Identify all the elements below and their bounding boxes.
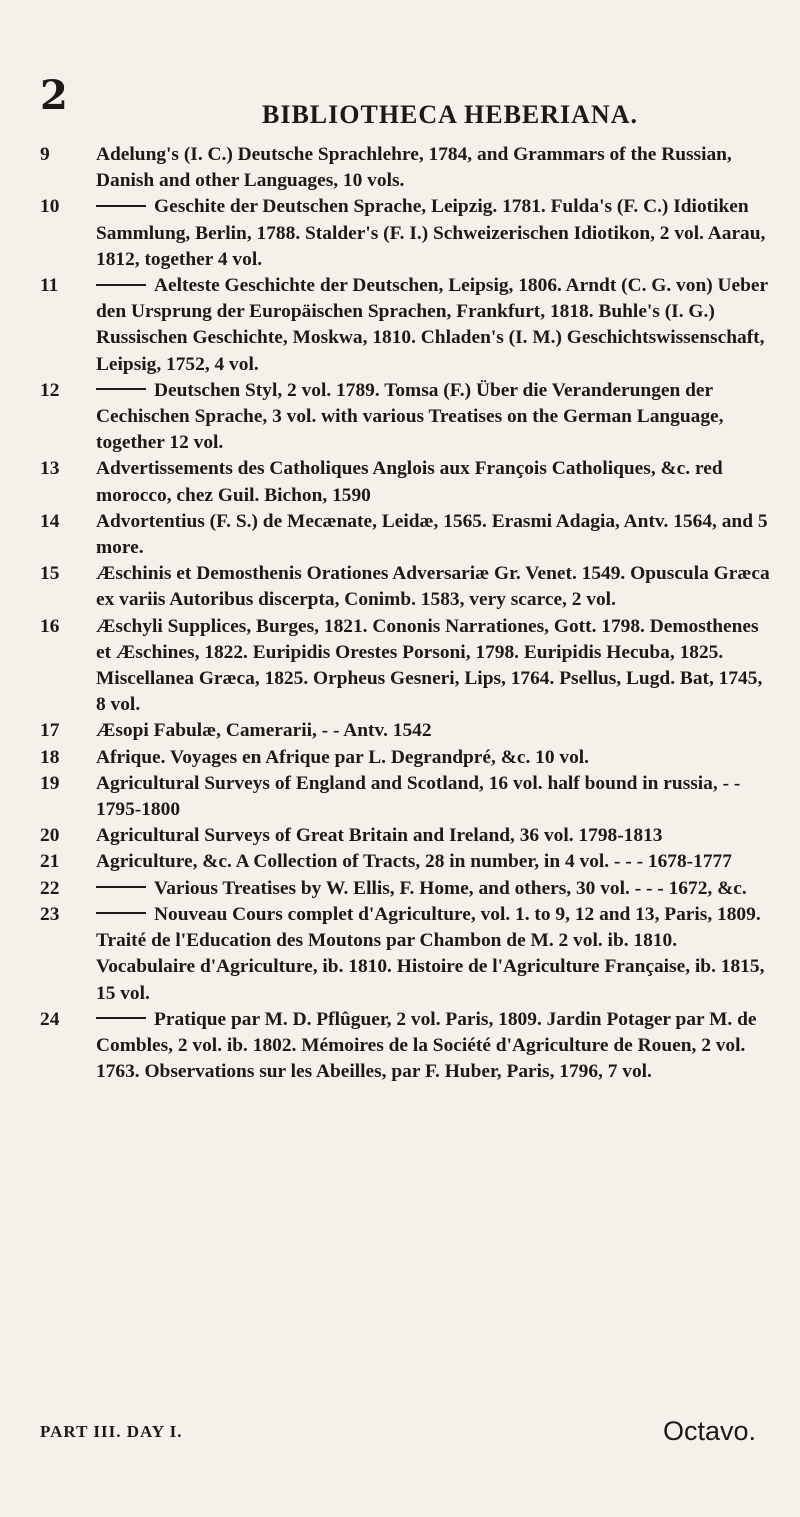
entry-description: Æschyli Supplices, Burges, 1821. Cononis Narrationes, Gott. 1798. Demosthenes et Æschines, 1822. Euripidis Orestes Porsoni, 1798. Euripidis Hecuba, 1825. Miscellanea Græca, 1825. Orpheus Gesneri, Lips, 1764. Psellus, Lugd. Bat, 1745, 8 vol. [96,615,763,716]
catalogue-entries [40,142,770,1085]
catchword: Octavo. [662,1416,756,1446]
lot-number: 13 [40,458,60,480]
entry-text [96,142,770,194]
ditto-dash [96,284,146,286]
entry-description: Æsopi Fabulæ, Camerarii, - - Antv. 1542 [96,720,432,742]
ditto-dash [96,886,146,888]
ditto-dash [96,1017,146,1019]
running-title: BIBLIOTHECA HEBERIANA. [262,100,638,129]
catalogue-entry [40,614,770,719]
page-header [0,72,800,132]
catalogue-entry [40,378,770,457]
lot-number: 17 [40,720,60,742]
entry-description: Aelteste Geschichte der Deutschen, Leipsig, 1806. Arndt (C. G. von) Ueber den Ursprung der Europäischen Sprachen, Frankfurt, 1818. Buhle's (I. G.) Russischen Geschichte, Moskwa, 1810. Chladen's (I. M.) Geschichtswissenschaft, Leipsig, 1752, 4 vol. [96,275,768,375]
lot-number: 24 [40,1008,60,1030]
entry-text [96,902,770,1007]
page-footer [40,1416,770,1456]
entry-description: Pratique par M. D. Pflûguer, 2 vol. Paris, 1809. Jardin Potager par M. de Combles, 2 vol. ib. 1802. Mémoires de la Société d'Agriculture de Rouen, 2 vol. 1763. Observations sur les Abeilles, par F. Huber, Paris, 1796, 7 vol. [96,1008,757,1083]
catalogue-entry [40,456,770,508]
lot-number: 16 [40,615,60,637]
page-number: 2 [40,72,68,119]
entry-text [96,771,770,823]
entry-text [96,614,770,719]
signature-mark: PART III. DAY I. [40,1422,183,1441]
catalogue-entry [40,273,770,378]
lot-number: 19 [40,772,60,794]
catalogue-entry [40,1007,770,1086]
entry-text [96,876,770,902]
entry-description: Agricultural Surveys of England and Scotland, 16 vol. half bound in russia, - - 1795-1800 [96,772,741,821]
entry-text [96,823,770,849]
catalogue-entry [40,771,770,823]
entry-description: Agricultural Surveys of Great Britain and Ireland, 36 vol. 1798-1813 [96,825,663,847]
catalogue-entry [40,142,770,194]
entry-description: Afrique. Voyages en Afrique par L. Degrandpré, &c. 10 vol. [96,746,590,768]
lot-number: 18 [40,746,60,768]
lot-number: 22 [40,877,60,899]
catalogue-entry [40,876,770,902]
catalogue-entry [40,902,770,1007]
entry-text [96,194,770,273]
catalogue-entry [40,849,770,875]
catalogue-entry [40,509,770,561]
ditto-dash [96,912,146,914]
catalogue-entry [40,745,770,771]
entry-description: Nouveau Cours complet d'Agriculture, vol. 1. to 9, 12 and 13, Paris, 1809. Traité de l'Education des Moutons par Chambon de M. 2 vol. ib. 1810. Vocabulaire d'Agriculture, ib. 1810. Histoire de l'Agriculture Française, ib. 1815, 15 vol. [96,903,765,1004]
catalogue-entry [40,823,770,849]
catalogue-entry [40,718,770,744]
catalogue-entry [40,194,770,273]
ditto-dash [96,205,146,207]
entry-description: Geschite der Deutschen Sprache, Leipzig. 1781. Fulda's (F. C.) Idiotiken Sammlung, Berlin, 1788. Stalder's (F. I.) Schweizerischen Idiotikon, 2 vol. Aarau, 1812, together 4 vol. [96,196,766,270]
lot-number: 14 [40,510,60,532]
entry-text [96,273,770,378]
catalogue-entry [40,561,770,613]
entry-description: Adelung's (I. C.) Deutsche Sprachlehre, 1784, and Grammars of the Russian, Danish and other Languages, 10 vols. [96,144,732,192]
lot-number: 23 [40,903,60,925]
lot-number: 11 [40,275,59,297]
entry-description: Various Treatises by W. Ellis, F. Home, and others, 30 vol. - - - 1672, &c. [154,877,747,899]
entry-text [96,509,770,561]
entry-text [96,718,770,744]
entry-text [96,456,770,508]
entry-text [96,561,770,613]
lot-number: 10 [40,196,60,218]
entry-description: Agriculture, &c. A Collection of Tracts, 28 in number, in 4 vol. - - - 1678-1777 [96,851,732,873]
entry-description: Advortentius (F. S.) de Mecænate, Leidæ, 1565. Erasmi Adagia, Antv. 1564, and 5 more. [96,510,768,559]
entry-text [96,1007,770,1086]
ditto-dash [96,388,146,390]
entry-description: Æschinis et Demosthenis Orationes Adversariæ Gr. Venet. 1549. Opuscula Græca ex variis Autoribus discerpta, Conimb. 1583, very scarce, 2 vol. [96,563,770,611]
lot-number: 12 [40,379,60,401]
lot-number: 21 [40,851,60,873]
lot-number: 9 [40,144,50,165]
entry-text [96,378,770,457]
lot-number: 15 [40,563,60,585]
entry-description: Advertissements des Catholiques Anglois aux François Catholiques, &c. red morocco, chez Guil. Bichon, 1590 [96,458,723,506]
lot-number: 20 [40,825,60,847]
entry-text [96,745,770,771]
entry-text [96,849,770,875]
entry-description: Deutschen Styl, 2 vol. 1789. Tomsa (F.) Über die Veranderungen der Cechischen Sprache, 3 vol. with various Treatises on the German Language, together 12 vol. [96,379,724,454]
